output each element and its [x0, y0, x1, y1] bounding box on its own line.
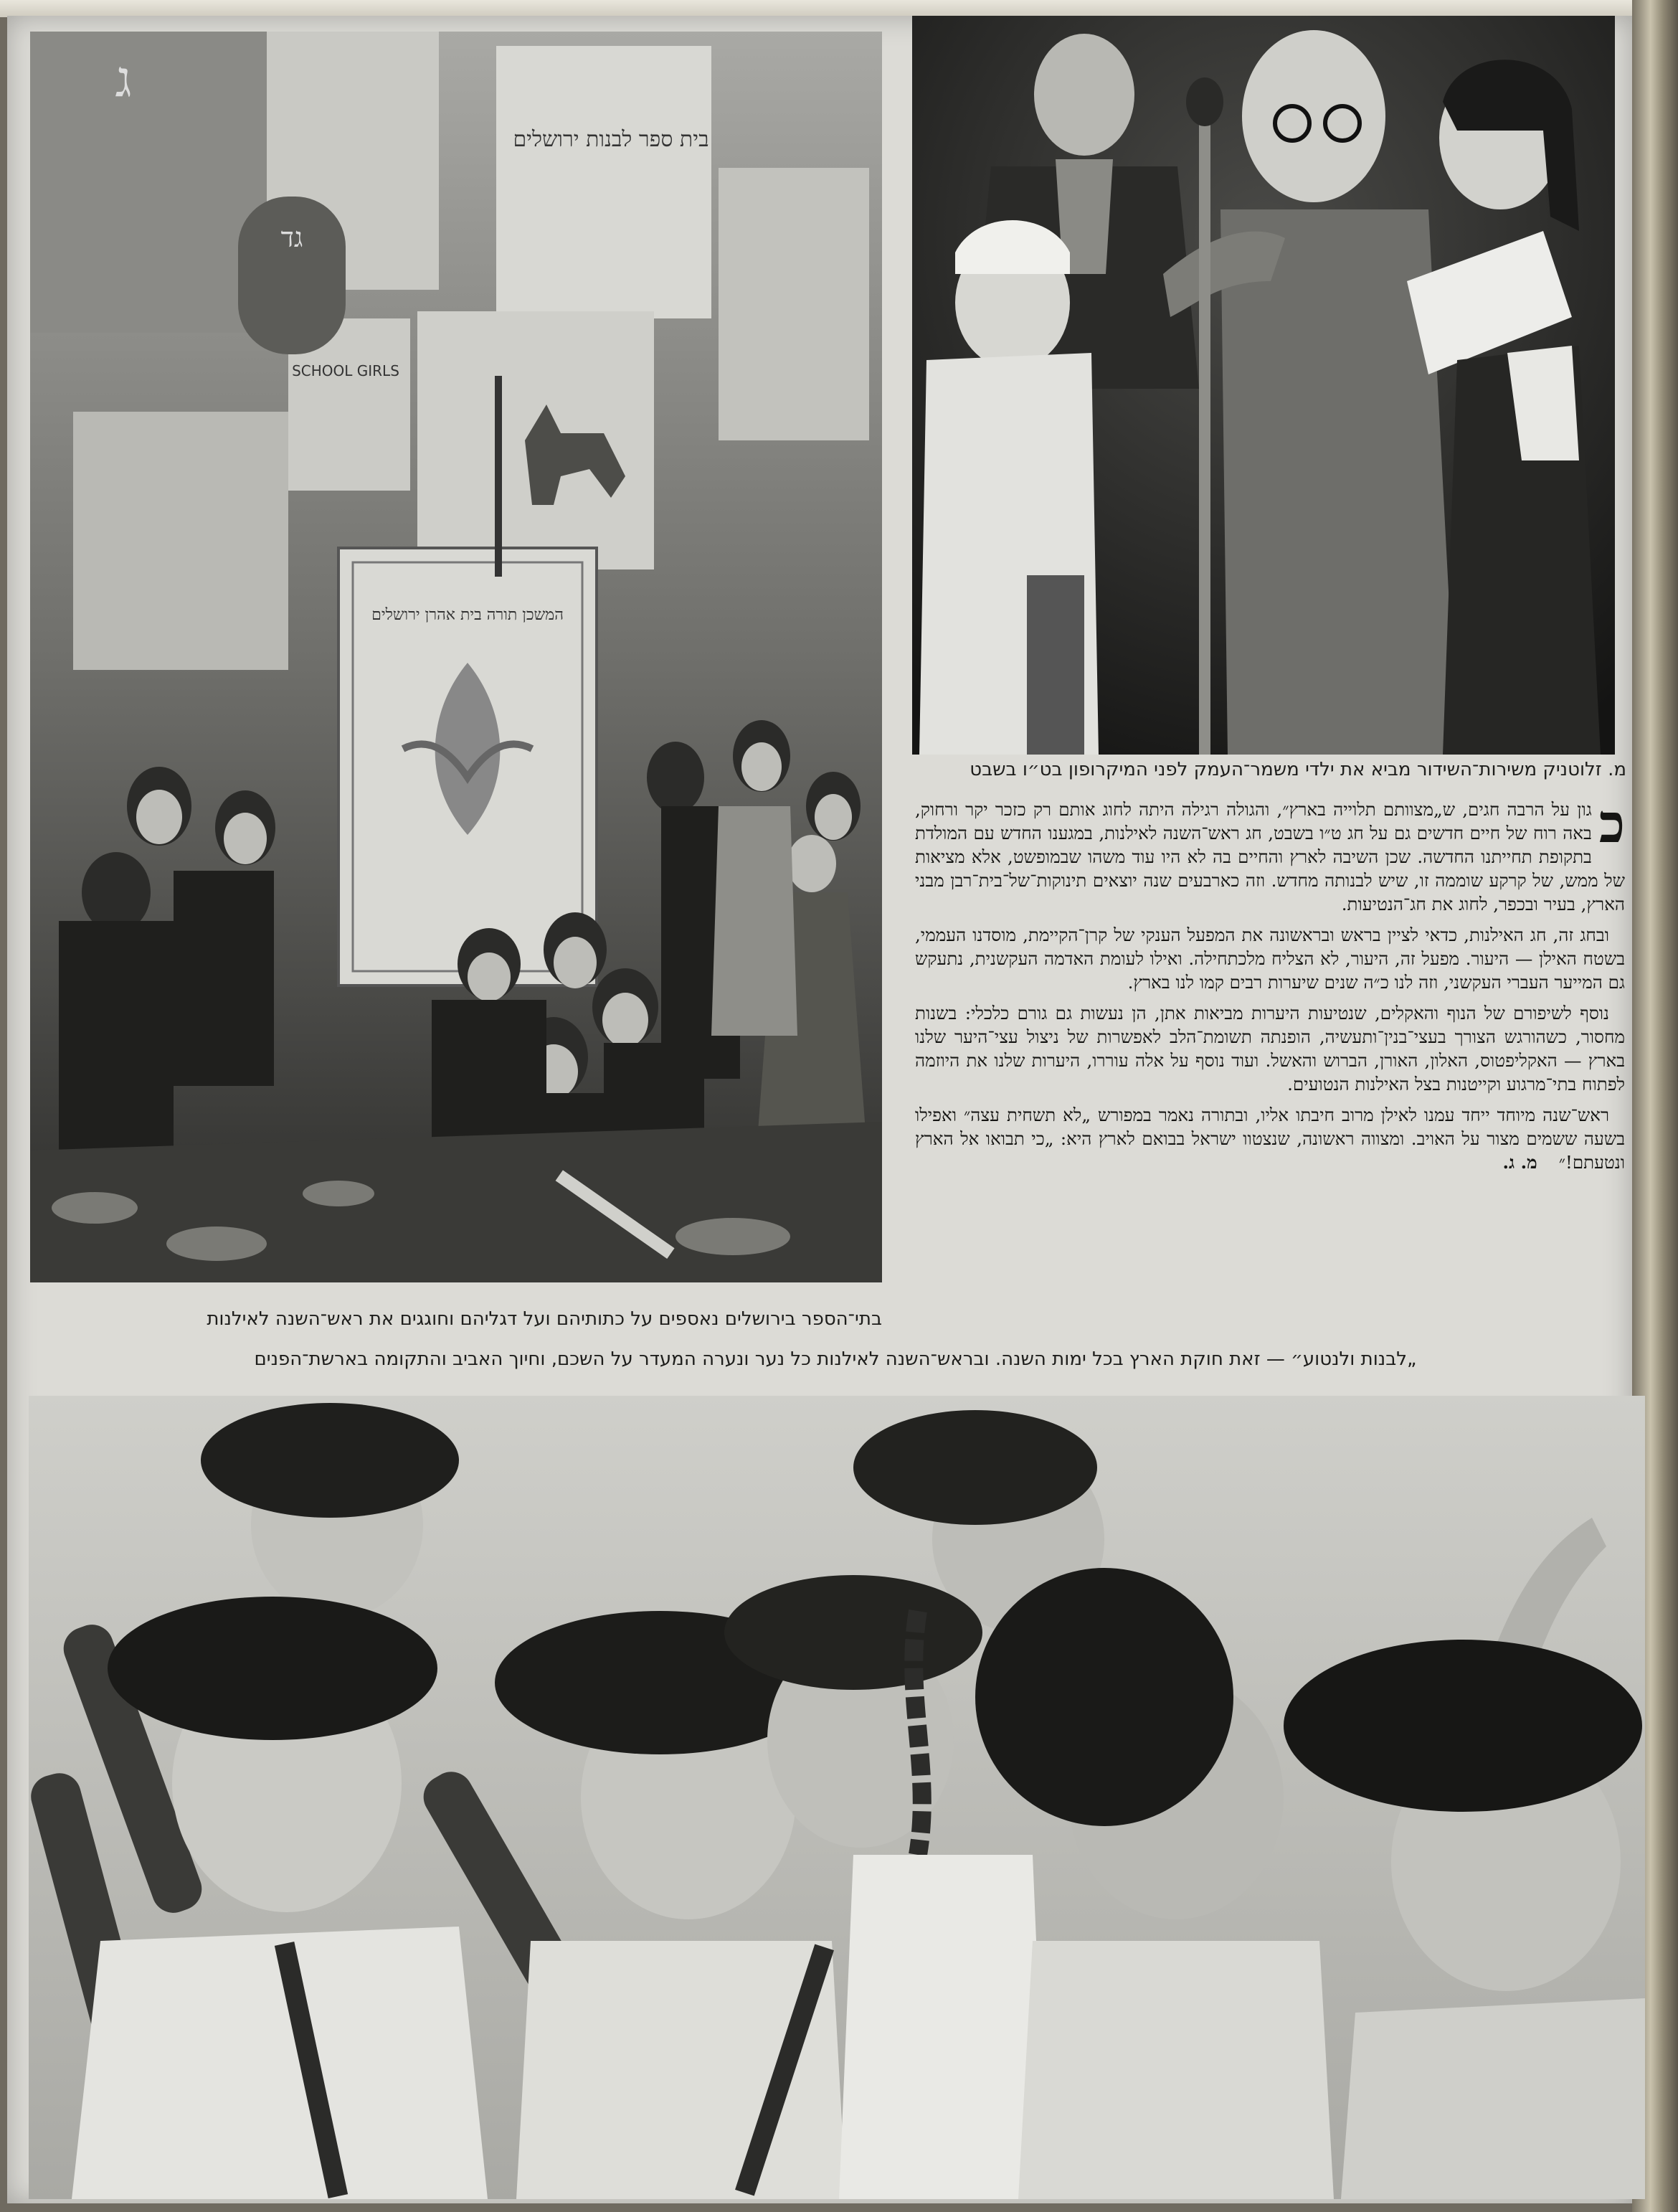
banner-english-text: SCHOOL GIRLS — [292, 362, 399, 379]
photo-youth-with-hoes — [29, 1396, 1645, 2199]
article-paragraph-3: נוסף לשיפורם של הנוף והאקלים, שנטיעות היערות מביאות אתן, הן נעשות גם גורם כלכלי: בשנות מחסור, כשהורגש הצורך בעצי־בנין־ותעשיה, הופנתה תשומת־הלב לאפשרות של ניצול עצי־היער שלנו בארץ — האקליפטוס, האלון, האורן, הברוש והאשל. ועוד נוסף על אלה עוררו, היערות שלנו את היוזמה לפתוח בתי־מרגוע וקייטנות בצל האילנות הנטועים. — [915, 1003, 1625, 1095]
banner-gad-text: גד — [280, 222, 303, 253]
article-paragraph-1: כ גון על הרבה חגים, ש„מצוותם תלוייה בארץ״, והגולה רגילה היתה לחוג אותם רק כזכר יקר ורחוק, באה רוח של חיים חדשים גם על חג ט״ו בשבט, חג ראש־השנה לאילנות, במגענו החדש עם המולדת בתקופת תחייתנו החדשה. שכן השיבה לארץ והחיים בה לא היו עוד משהו שבמופשט, אלא מציאות של ממש, של קרקע שוממה זו, שיש לבנותה מחדש. וזה כארבעים שנה יוצאים תינוקות־של־בית־רבן מבני הארץ, בעיר ובכפר, לחוג את חג־הנטיעות. — [915, 793, 1625, 914]
caption-radio: מ. זלוטניק משירות־השידור מביא את ילדי משמר־העמק לפני המיקרופון בט״ו בשבט — [970, 759, 1626, 780]
article-dropcap: כ — [1598, 793, 1625, 855]
page-top-edge — [0, 0, 1678, 17]
banner-emblem-text: המשכן תורה בית אהרן ירושלים — [371, 606, 564, 624]
banner-letter-text: ג — [115, 49, 132, 108]
caption-youth-planting: „לבנות ולנטוע״ — זאת חוקת הארץ בכל ימות השנה. ובראש־השנה לאילנות כל נער ונערה המעדר על השכם, וחיוך האביב והתקומה בארשת־הפנים — [254, 1348, 1417, 1370]
article-body — [915, 793, 1625, 1181]
article-signature: מ. ג. — [1502, 1152, 1537, 1173]
banner-school-text: בית ספר לבנות ירושלים — [513, 127, 709, 152]
article-paragraph-2: ובחג זה, חג האילנות, כדאי לציין בראש ובראשונה את המפעל הענקי של קרן־הקיימת, מוסדנו העממי, בשטח האילן — היעור. מפעל זה, היעור, לא הצליח מלכתחילה. ואילו לעומת האדמה העקשנית, נתעקש גם המייער העברי העקשני, וזה לנו כ״ה שנים שיערות רבים קמו לנו בארץ. — [915, 925, 1625, 993]
photo-radio-children — [912, 16, 1615, 755]
article-paragraph-4: ראש־שנה מיוחד ייחד עמנו לאילן מרוב חיבתו אליו, ובתורה נאמר במפורש „לא תשחית עצה״ ואפילו בשעה ששמים מצור על האויב. ומצווה ראשונה, שנצטוו ישראל בבואם לארץ היא: „כי תבואו אל הארץ ונטעתם!״מ. ג. — [915, 1105, 1625, 1173]
caption-school-banners: בתי־הספר בירושלים נאספים על כתותיהם ועל דגליהם וחוגגים את ראש־השנה לאילנות — [207, 1308, 882, 1330]
photo-school-banners — [30, 32, 882, 1282]
